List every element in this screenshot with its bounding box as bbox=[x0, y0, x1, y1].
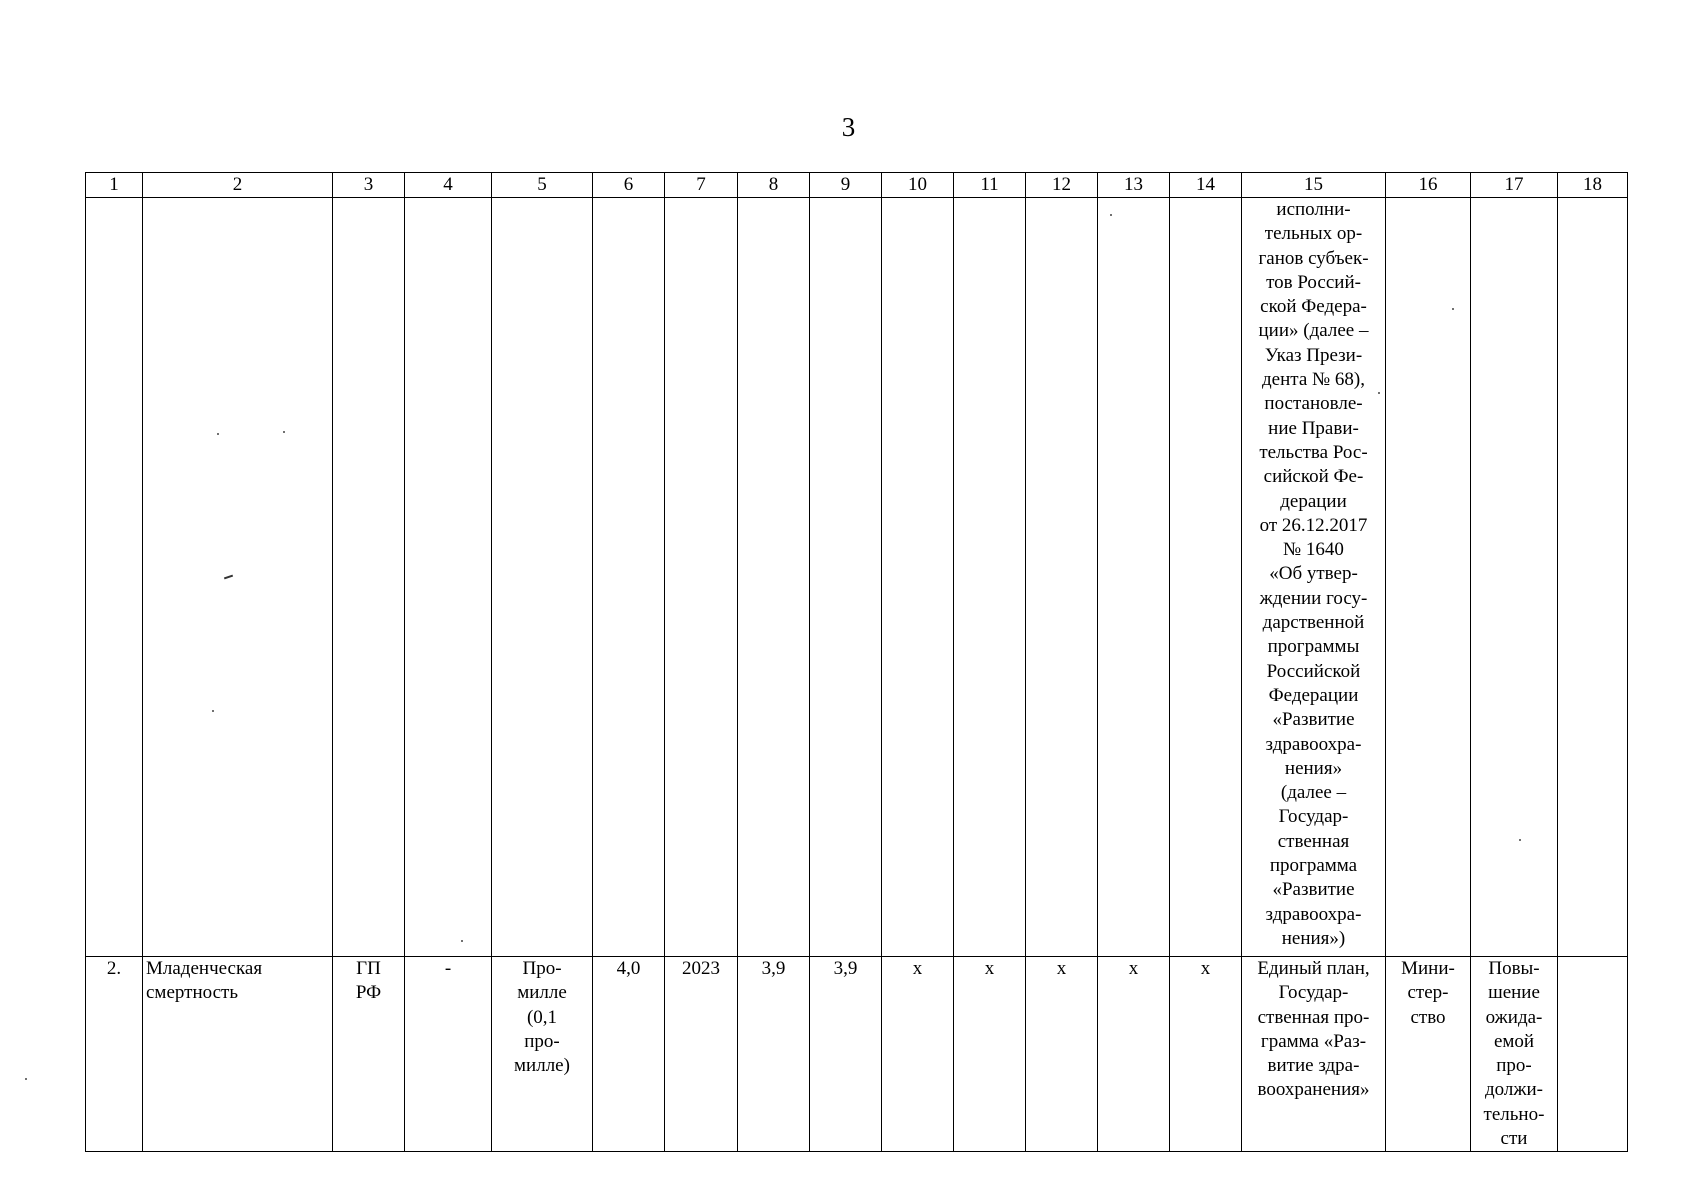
basis-line: Единый план, bbox=[1257, 958, 1370, 979]
table-cell bbox=[333, 198, 405, 957]
table-cell: - bbox=[405, 957, 492, 1152]
scan-speck bbox=[25, 1078, 27, 1080]
basis-line: Государ- bbox=[1278, 982, 1349, 1004]
scan-speck bbox=[461, 940, 463, 942]
basis-line: здравоохра- bbox=[1265, 733, 1362, 755]
column-header: 5 bbox=[492, 173, 593, 198]
link-line: должи- bbox=[1484, 1079, 1544, 1101]
responsible-line: стер- bbox=[1407, 982, 1449, 1004]
table-cell bbox=[882, 198, 954, 957]
basis-line: ственная bbox=[1277, 830, 1350, 852]
basis-line: (далее – bbox=[1280, 782, 1347, 804]
table-cell bbox=[1471, 198, 1558, 957]
basis-line: нения» bbox=[1284, 757, 1343, 779]
link-line: про- bbox=[1496, 1055, 1532, 1077]
continuation-row bbox=[86, 198, 1628, 957]
table-cell bbox=[1098, 198, 1170, 957]
indicators-table bbox=[85, 172, 1628, 1152]
basis-line: постановле- bbox=[1264, 393, 1363, 415]
table-cell bbox=[810, 198, 882, 957]
table-cell bbox=[1170, 198, 1242, 957]
basis-line: ции» (далее – bbox=[1258, 320, 1369, 342]
basis-line: ской Федера- bbox=[1260, 296, 1367, 318]
type-line: ГП bbox=[356, 958, 381, 979]
column-header: 9 bbox=[810, 173, 882, 198]
table-cell: 4,0 bbox=[593, 957, 665, 1152]
table-cell bbox=[1386, 198, 1471, 957]
table-cell bbox=[954, 198, 1026, 957]
table-cell bbox=[405, 198, 492, 957]
scan-speck bbox=[1452, 308, 1454, 310]
table-cell: х bbox=[1026, 957, 1098, 1152]
table-cell bbox=[1026, 198, 1098, 957]
basis-line: «Развитие bbox=[1272, 709, 1355, 731]
basis-line: исполни- bbox=[1276, 199, 1351, 220]
indicator-row bbox=[86, 957, 1628, 1152]
responsible-line: ство bbox=[1410, 1006, 1446, 1028]
table-cell: 3,9 bbox=[810, 957, 882, 1152]
table-cell bbox=[1558, 198, 1628, 957]
type-line: РФ bbox=[355, 982, 382, 1004]
scan-speck bbox=[283, 431, 285, 433]
link-line: емой bbox=[1493, 1030, 1535, 1052]
table-cell bbox=[143, 198, 333, 957]
indicator-type bbox=[333, 957, 405, 1152]
column-header: 17 bbox=[1471, 173, 1558, 198]
table-cell: х bbox=[1098, 957, 1170, 1152]
unit-line: (0,1 bbox=[526, 1006, 558, 1028]
scan-speck bbox=[212, 710, 214, 712]
basis-line: «Развитие bbox=[1272, 879, 1355, 901]
basis-line: тов Россий- bbox=[1266, 271, 1361, 293]
basis-line: тельных ор- bbox=[1264, 223, 1363, 245]
column-header: 14 bbox=[1170, 173, 1242, 198]
column-header: 13 bbox=[1098, 173, 1170, 198]
unit-cell bbox=[492, 957, 593, 1152]
table-cell: х bbox=[882, 957, 954, 1152]
name-line: смертность bbox=[146, 982, 238, 1004]
table-cell bbox=[593, 198, 665, 957]
link-cell bbox=[1471, 957, 1558, 1152]
scan-speck bbox=[1110, 214, 1112, 216]
name-line: Младенческая bbox=[146, 958, 263, 979]
basis-line: дерации bbox=[1280, 490, 1347, 512]
column-header: 16 bbox=[1386, 173, 1471, 198]
basis-line: «Об утвер- bbox=[1269, 563, 1358, 585]
basis-line: программы bbox=[1267, 636, 1360, 658]
table-cell: х bbox=[1170, 957, 1242, 1152]
column-header: 8 bbox=[738, 173, 810, 198]
responsible-cell bbox=[1386, 957, 1471, 1152]
basis-line: здравоохра- bbox=[1265, 903, 1362, 925]
unit-line: Про- bbox=[522, 958, 562, 979]
column-header: 15 bbox=[1242, 173, 1386, 198]
column-header: 2 bbox=[143, 173, 333, 198]
basis-line: дарственной bbox=[1262, 612, 1365, 634]
link-line: шение bbox=[1488, 982, 1540, 1004]
column-header: 3 bbox=[333, 173, 405, 198]
link-line: Повы- bbox=[1488, 958, 1540, 979]
scan-speck bbox=[1519, 839, 1521, 841]
basis-cell bbox=[1242, 198, 1386, 957]
table-cell bbox=[738, 198, 810, 957]
basis-line: нения») bbox=[1281, 927, 1346, 949]
link-line: сти bbox=[1500, 1128, 1528, 1150]
basis-line: № 1640 bbox=[1283, 539, 1344, 561]
responsible-line: Мини- bbox=[1401, 958, 1455, 979]
link-line: тельно- bbox=[1483, 1103, 1545, 1125]
basis-line: дента № 68), bbox=[1262, 369, 1365, 391]
basis-line: Федерации bbox=[1268, 684, 1359, 706]
column-header: 10 bbox=[882, 173, 954, 198]
column-header: 1 bbox=[86, 173, 143, 198]
basis-line: грамма «Раз- bbox=[1260, 1030, 1367, 1052]
unit-line: про- bbox=[524, 1030, 560, 1052]
basis-line: сийской Фе- bbox=[1263, 466, 1364, 488]
scan-speck bbox=[217, 433, 219, 435]
basis-line: Указ Прези- bbox=[1264, 344, 1363, 366]
basis-cell bbox=[1242, 957, 1386, 1152]
basis-line: ние Прави- bbox=[1268, 417, 1359, 439]
column-header: 11 bbox=[954, 173, 1026, 198]
basis-line: воохранения» bbox=[1257, 1079, 1370, 1101]
basis-line: от 26.12.2017 bbox=[1259, 514, 1368, 536]
basis-line: витие здра- bbox=[1267, 1055, 1360, 1077]
basis-line: программа bbox=[1269, 855, 1358, 877]
unit-line: милле) bbox=[514, 1055, 570, 1077]
unit-line: милле bbox=[517, 982, 567, 1004]
link-line: ожида- bbox=[1485, 1006, 1543, 1028]
table-cell: 2023 bbox=[665, 957, 738, 1152]
column-header: 18 bbox=[1558, 173, 1628, 198]
row-number: 2. bbox=[86, 957, 143, 1152]
column-number-row bbox=[86, 173, 1628, 198]
table-cell bbox=[1558, 957, 1628, 1152]
basis-line: Государ- bbox=[1278, 806, 1349, 828]
column-header: 7 bbox=[665, 173, 738, 198]
column-header: 6 bbox=[593, 173, 665, 198]
basis-line: ганов субъек- bbox=[1258, 247, 1369, 269]
basis-line: Российской bbox=[1266, 660, 1361, 682]
basis-line: ственная про- bbox=[1257, 1006, 1370, 1028]
column-header: 4 bbox=[405, 173, 492, 198]
basis-line: тельства Рос- bbox=[1259, 441, 1368, 463]
table-cell bbox=[86, 198, 143, 957]
scan-speck bbox=[1378, 392, 1380, 394]
page-number: 3 bbox=[841, 112, 856, 142]
basis-line: ждении госу- bbox=[1259, 587, 1368, 609]
table-cell bbox=[665, 198, 738, 957]
table-cell: х bbox=[954, 957, 1026, 1152]
table-cell bbox=[492, 198, 593, 957]
column-header: 12 bbox=[1026, 173, 1098, 198]
table-cell: 3,9 bbox=[738, 957, 810, 1152]
indicator-name bbox=[143, 957, 333, 1152]
